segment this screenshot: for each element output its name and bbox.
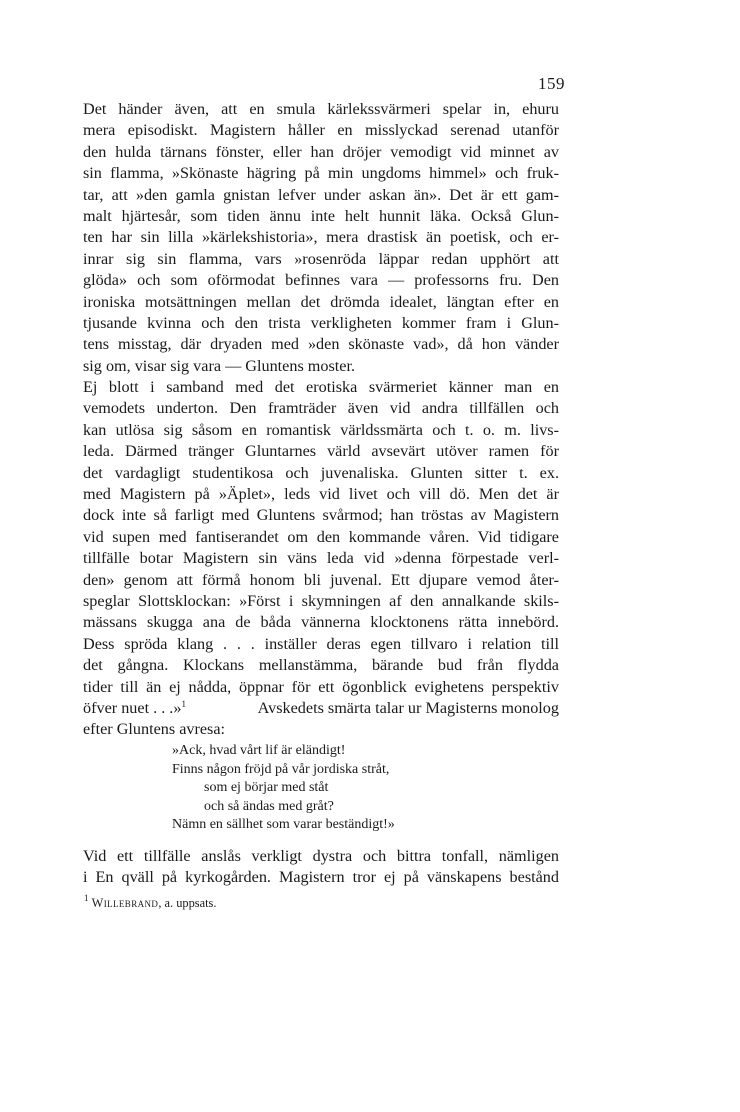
verse-quote (172, 742, 395, 835)
text-line: vemodets underton. Den framträder även vid andra tillfällen och (83, 399, 559, 418)
text-line: Dess spröda klang . . . inställer deras egen tillvaro i relation till (83, 634, 559, 653)
text-line: ten har sin lilla »kärlekshistoria», mera drastisk än poetisk, och er- (83, 228, 559, 247)
text-line: kan utlösa sig såsom en romantisk världssmärta och t. o. m. livs- (83, 420, 559, 439)
footnote-reference: 1 (181, 698, 186, 709)
footnote-marker: 1 (84, 893, 89, 903)
text-fragment-start: öfver nuet . . .» (83, 698, 182, 717)
text-line: sig om, visar sig vara — Gluntens moster. (83, 356, 356, 375)
text-line: ironiska motsättningen mellan det drömda idealet, längtan efter en (83, 292, 559, 311)
text-line: tar, att »den gamla gnistan lefver under askan än». Det är ett gam- (83, 185, 559, 204)
text-line: det gångna. Klockans mellanstämma, bärande bud från flydda (83, 656, 559, 675)
text-line: tillfälle botar Magistern sin väns leda vid »denna förpestade verl- (83, 549, 559, 568)
text-line: leda. Därmed tränger Gluntarnes värld avsevärt utöver ramen för (83, 442, 559, 461)
text-line-with-footnote (83, 698, 559, 719)
main-text-continued (83, 846, 559, 889)
verse-line: och så ändas med gråt? (204, 798, 334, 814)
text-line: dock inte så farligt med Gluntens svårmod; han tröstas av Magistern (83, 506, 559, 525)
text-line: den hulda tärnans fönster, eller han dröjer vemodigt vid minnet av (83, 142, 559, 161)
text-line: mässans skugga ana de båda vännerna klocktonens rätta innebörd. (83, 613, 559, 632)
text-line: mera episodiskt. Magistern håller en misslyckad serenad utanför (83, 121, 559, 140)
text-line: tider till än ej nådda, öppnar för ett ögonblick evighetens perspektiv (83, 677, 559, 696)
text-line: glöda» och som oförmodat befinnes vara — professorns fru. Den (83, 271, 559, 290)
text-line: det vardagligt studentikosa och juvenaliska. Glunten sitter t. ex. (83, 463, 559, 482)
text-line: sin flamma, »Skönaste hägring på min ungdoms himmel» och fruk- (83, 164, 559, 183)
text-line: speglar Slottsklockan: »Först i skymningen af den annalkande skils- (83, 591, 559, 610)
verse-line: Nämn en sällhet som varar beständigt!» (172, 817, 395, 833)
text-line: inrar sig sin flamma, vars »rosenröda läppar redan upphört att (83, 249, 559, 268)
text-line: Det händer även, att en smula kärlekssvärmeri spelar in, ehuru (83, 100, 559, 118)
footnote-text: , a. uppsats. (158, 896, 217, 910)
text-line: med Magistern på »Äplet», leds vid livet och vill dö. Men det är (83, 485, 559, 504)
text-line: tens misstag, där dryaden med »den skönaste vad», då hon vänder (83, 335, 559, 354)
text-line: Ej blott i samband med det erotiska svärmeriet känner man en (83, 378, 559, 397)
verse-line: som ej börjar med ståt (204, 780, 329, 796)
text-line: malt hjärtesår, som tiden ännu inte helt hunnit läka. Också Glun- (83, 206, 559, 225)
verse-line: Finns någon fröjd på vår jordiska stråt, (172, 761, 390, 777)
text-line: tjusande kvinna och den trista verkligheten kommer fram i Glun- (83, 313, 559, 332)
text-fragment (83, 698, 186, 719)
text-line: den» genom att förmå honom bli juvenal. Ett djupare vemod åter- (83, 570, 559, 589)
footnote-author: Willebrand (91, 896, 159, 910)
text-line: efter Gluntens avresa: (83, 720, 226, 739)
footnote (84, 895, 216, 911)
verse-line: »Ack, hvad vårt lif är eländigt! (172, 743, 346, 758)
main-text (83, 99, 559, 741)
text-line: Vid ett tillfälle anslås verkligt dystra och bittra tonfall, nämligen (83, 847, 559, 865)
text-fragment-end: Avskedets smärta talar ur Magisterns monolog (254, 698, 559, 717)
page-number: 159 (538, 74, 565, 93)
text-line: i En qväll på kyrkogården. Magistern tror ej på vänskapens bestånd (83, 868, 559, 887)
text-line: vid supen med fantiserandet om den kommande våren. Vid tidigare (83, 527, 559, 546)
